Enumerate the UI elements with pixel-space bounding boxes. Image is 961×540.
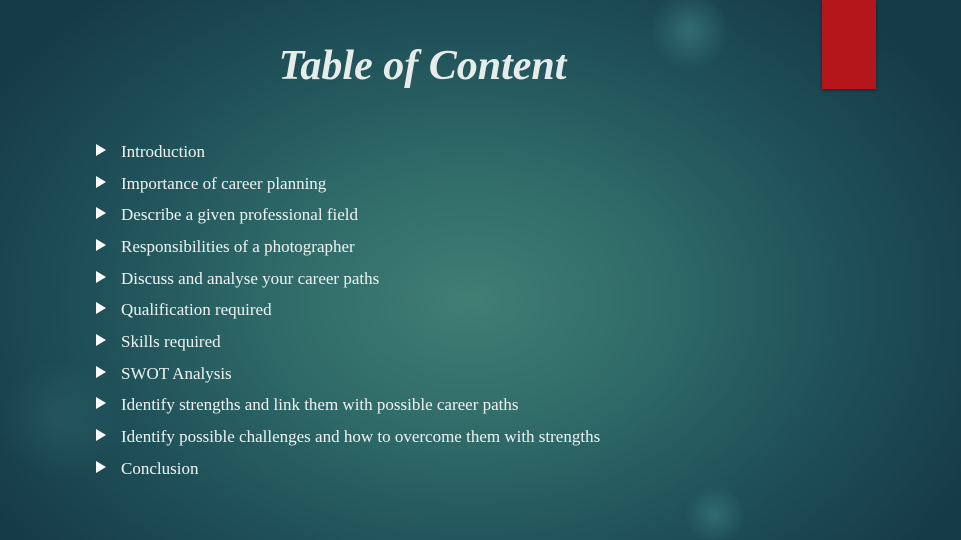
triangle-bullet-icon xyxy=(96,144,106,156)
triangle-bullet-icon xyxy=(96,366,106,378)
list-item xyxy=(96,263,600,295)
list-item xyxy=(96,294,600,326)
list-item xyxy=(96,231,600,263)
triangle-bullet-icon xyxy=(96,334,106,346)
red-accent-tab xyxy=(822,0,876,89)
list-item xyxy=(96,390,600,422)
slide-title: Table of Content xyxy=(278,43,567,89)
list-item-label: Skills required xyxy=(121,331,221,351)
list-item xyxy=(96,136,600,168)
list-item-label: Identify possible challenges and how to overcome them with strengths xyxy=(121,427,601,447)
table-of-contents-list xyxy=(96,136,600,485)
list-item xyxy=(96,326,600,358)
list-item-label: SWOT Analysis xyxy=(121,363,232,383)
list-item xyxy=(96,421,600,453)
triangle-bullet-icon xyxy=(96,271,106,283)
list-item-label: Discuss and analyse your career paths xyxy=(121,268,380,288)
triangle-bullet-icon xyxy=(96,397,106,409)
triangle-bullet-icon xyxy=(96,176,106,188)
list-item-label: Responsibilities of a photographer xyxy=(121,236,355,256)
triangle-bullet-icon xyxy=(96,207,106,219)
list-item xyxy=(96,199,600,231)
list-item-label: Qualification required xyxy=(121,300,272,320)
triangle-bullet-icon xyxy=(96,239,106,251)
triangle-bullet-icon xyxy=(96,461,106,473)
list-item-label: Conclusion xyxy=(121,458,199,478)
list-item-label: Introduction xyxy=(121,141,206,161)
list-item-label: Describe a given professional field xyxy=(121,205,358,225)
list-item-label: Importance of career planning xyxy=(121,173,327,193)
list-item xyxy=(96,358,600,390)
list-item xyxy=(96,453,600,485)
list-item-label: Identify strengths and link them with possible career paths xyxy=(121,395,519,415)
triangle-bullet-icon xyxy=(96,302,106,314)
triangle-bullet-icon xyxy=(96,429,106,441)
list-item xyxy=(96,168,600,200)
